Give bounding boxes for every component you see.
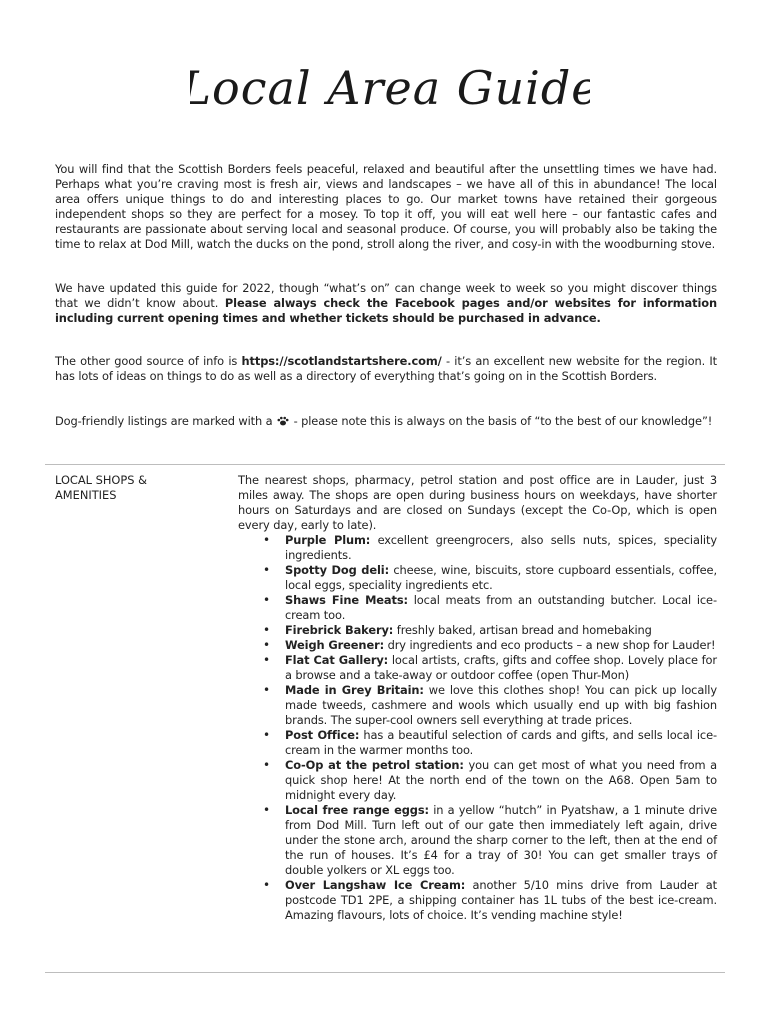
website-link[interactable]: https://scotlandstartshere.com/ [241, 354, 442, 368]
list-item: • Firebrick Bakery: freshly baked, artisan bread and homebaking [285, 623, 717, 638]
list-item: • Made in Grey Britain: we love this clothes shop! You can pick up locally made tweeds, cashmere and wools which usually end up with big fashion brands. The super-cool owners sell everything at trade prices. [285, 683, 717, 728]
update-paragraph [55, 281, 717, 326]
list-item: • Shaws Fine Meats: local meats from an outstanding butcher. Local ice-cream too. [285, 593, 717, 623]
info-source-description: - it’s an excellent new website for the region. It has lots of ideas on things to do as well as a directory of everything that’s going on in the Scottish Borders. [55, 354, 717, 383]
list-item: • Flat Cat Gallery: local artists, crafts, gifts and coffee shop. Lovely place for a browse and a take-away or outdoor coffee (open Thur-Mon) [285, 653, 717, 683]
update-warning: Please always check the Facebook pages and/or websites for information including current opening times and whether tickets should be purchased in advance. [55, 296, 717, 325]
section-heading-line-2: AMENITIES [55, 488, 117, 502]
section-heading [55, 473, 205, 503]
dog-friendly-note: - please note this is always on the basis of “to the best of our knowledge”! [290, 414, 713, 428]
list-item: • Over Langshaw Ice Cream: another 5/10 mins drive from Lauder at postcode TD1 2PE, a shipping container has 1L tubs of the best ice-cream. Amazing flavours, lots of choice. It’s vending machine style! [285, 878, 717, 923]
info-source-paragraph [55, 354, 717, 384]
section-content [238, 473, 717, 923]
list-item: • Post Office: has a beautiful selection of cards and gifts, and sells local ice-cream in the warmer months too. [285, 728, 717, 758]
list-item: • Weigh Greener: dry ingredients and eco products – a new shop for Lauder! [285, 638, 717, 653]
dog-friendly-paragraph [55, 414, 717, 429]
section-heading-line-1: LOCAL SHOPS & [55, 473, 147, 487]
list-item: • Purple Plum: excellent greengrocers, also sells nuts, spices, speciality ingredients. [285, 533, 717, 563]
list-item: • Co-Op at the petrol station: you can get most of what you need from a quick shop here! At the north end of the town on the A68. Open 5am to midnight every day. [285, 758, 717, 803]
intro-paragraph [55, 162, 717, 252]
paw-print-icon [276, 415, 290, 425]
shop-list [238, 533, 717, 923]
info-source-text: The other good source of info is [55, 354, 242, 368]
svg-text:Local Area Guide: Local Area Guide [190, 61, 590, 115]
script-title [190, 48, 590, 128]
table-top-border [45, 464, 725, 465]
table-bottom-border [45, 972, 725, 973]
intro-text: You will find that the Scottish Borders feels peaceful, relaxed and beautiful after the unsettling times we have had. Perhaps what you’re craving most is fresh air, views and landscapes – we have all of this in abundance! The local area offers unique things to do and interesting places to go. Our market towns have retained their gorgeous independent shops so they are perfect for a mosey. To top it off, you will eat well here – our fantastic cafes and restaurants are passionate about serving local and seasonal produce. Of course, you will probably also be taking the time to relax at Dod Mill, watch the ducks on the pond, stroll along the river, and cosy-in with the woodburning stove. [55, 162, 717, 251]
list-item: • Local free range eggs: in a yellow “hutch” in Pyatshaw, a 1 minute drive from Dod Mill. Turn left out of our gate then immediately left again, drive under the stone arch, around the sharp corner to the left, then at the end of the run of houses. It’s £4 for a tray of 30! You can get smaller trays of double yolkers or XL eggs too. [285, 803, 717, 878]
update-text: We have updated this guide for 2022, though “what’s on” can change week to week so you might discover things that we didn’t know about. [55, 281, 717, 310]
dog-friendly-text: Dog-friendly listings are marked with a [55, 414, 277, 428]
list-item: • Spotty Dog deli: cheese, wine, biscuits, store cupboard essentials, coffee, local eggs, speciality ingredients etc. [285, 563, 717, 593]
page-title [190, 48, 590, 128]
section-intro: The nearest shops, pharmacy, petrol station and post office are in Lauder, just 3 miles away. The shops are open during business hours on weekdays, have shorter hours on Saturdays and are closed on Sundays (except the Co-Op, which is open every day, early to late). [238, 473, 717, 532]
